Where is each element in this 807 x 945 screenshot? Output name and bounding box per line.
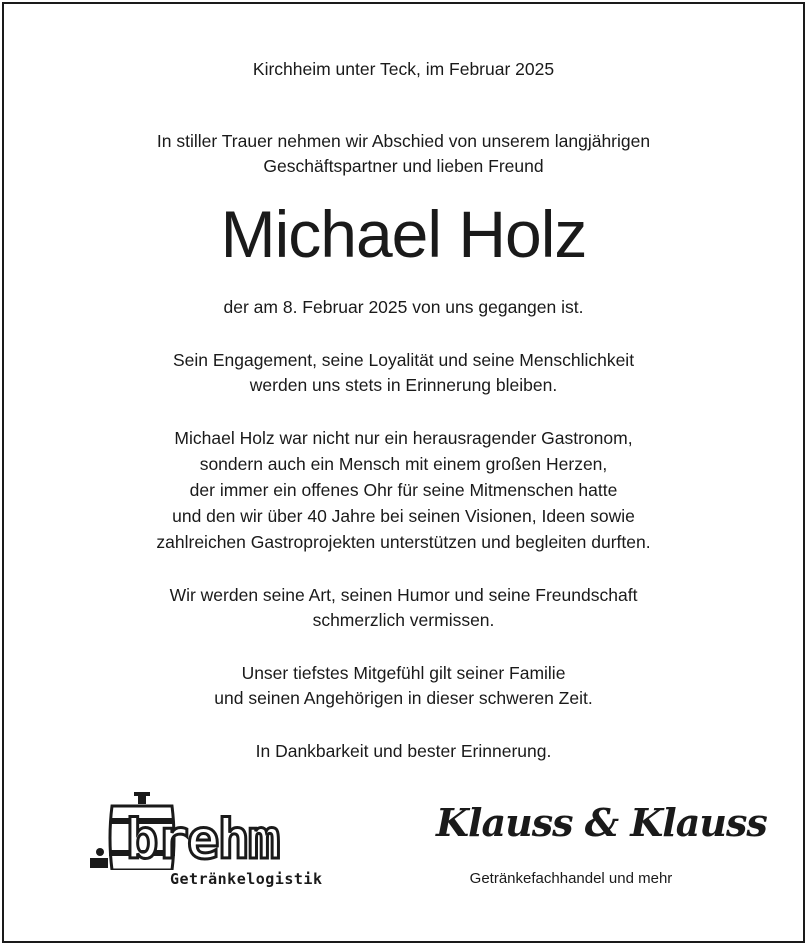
brehm-logo [86,790,376,870]
paragraph-2-line-2: sondern auch ein Mensch mit einem großen Herzen, [199,454,608,474]
paragraph-3-line-2: schmerzlich vermissen. [312,610,495,630]
klauss-subtitle: Getränkefachhandel und mehr [469,870,673,887]
paragraph-2-line-3: der immer ein offenes Ohr für seine Mitmenschen hatte [189,480,618,500]
paragraph-2-line-4: und den wir über 40 Jahre bei seinen Visionen, Ideen sowie [172,506,635,526]
klauss-wordmark: Klauss & Klauss [436,800,767,845]
paragraph-2-line-5: zahlreichen Gastroprojekten unterstützen und begleiten durften. [156,532,651,552]
paragraph-4-line-1: Unser tiefstes Mitgefühl gilt seiner Familie [241,663,566,683]
brehm-subtitle: Getränkelogistik [170,870,323,888]
passing-line: der am 8. Februar 2025 von uns gegangen ist. [223,297,584,317]
closing-line: In Dankbarkeit und bester Erinnerung. [255,741,552,761]
paragraph-1-line-2: werden uns stets in Erinnerung bleiben. [249,375,558,395]
intro-line-2: Geschäftspartner und lieben Freund [263,156,544,176]
paragraph-2-line-1: Michael Holz war nicht nur ein herausragender Gastronom, [174,428,633,448]
intro-line-1: In stiller Trauer nehmen wir Abschied von unserem langjährigen [156,131,651,151]
deceased-name: Michael Holz [220,197,587,271]
paragraph-3-line-1: Wir werden seine Art, seinen Humor und seine Freundschaft [169,585,638,605]
paragraph-1-line-1: Sein Engagement, seine Loyalität und seine Menschlichkeit [172,350,635,370]
paragraph-4-line-2: und seinen Angehörigen in dieser schweren Zeit. [214,688,593,708]
brehm-wordmark: brehm [126,808,279,870]
place-date: Kirchheim unter Teck, im Februar 2025 [252,59,555,79]
